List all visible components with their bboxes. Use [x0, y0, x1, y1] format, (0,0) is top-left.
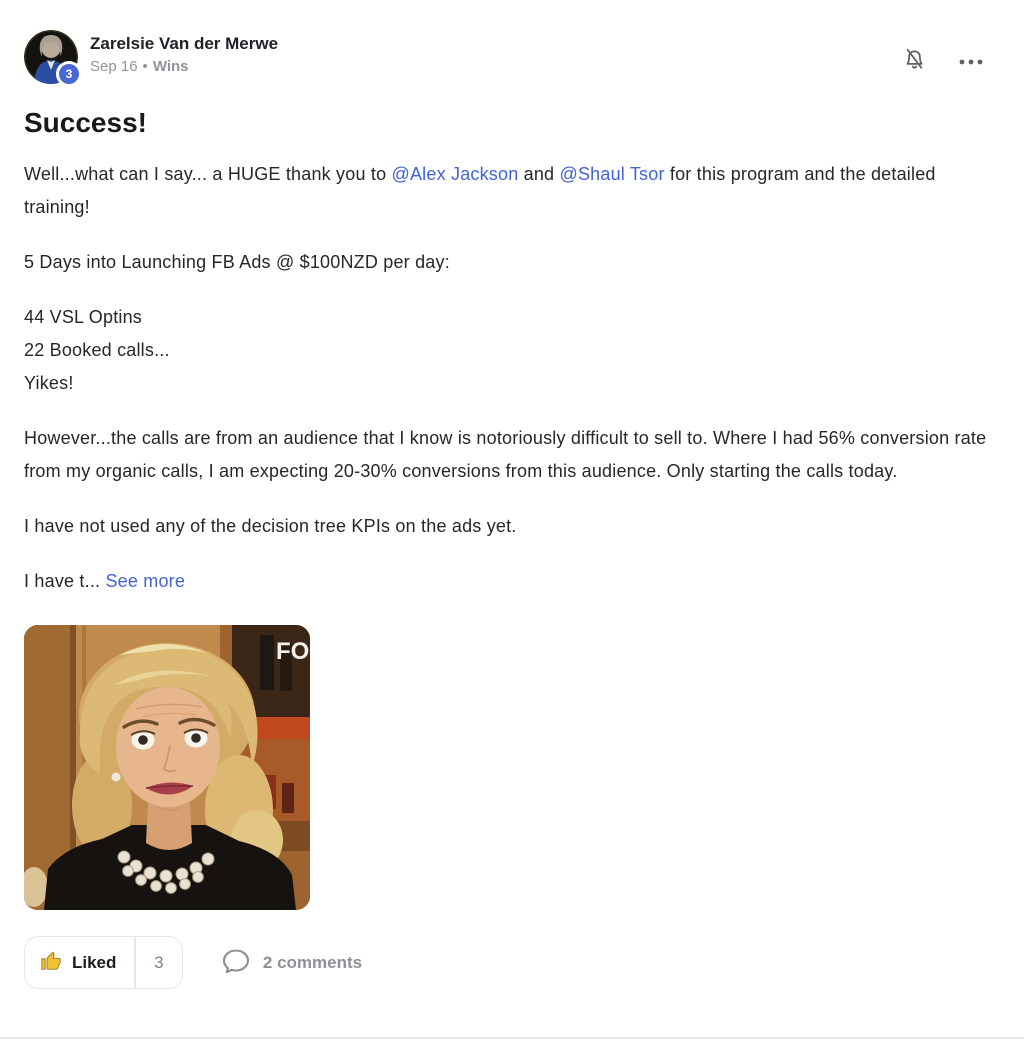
ellipsis-icon	[958, 54, 984, 69]
post-body	[24, 158, 1000, 598]
post-title: Success!	[24, 107, 147, 138]
level-badge: 3	[56, 61, 82, 87]
body-text-run: 22 Booked calls...	[24, 340, 170, 360]
body-text-run: 44 VSL Optins	[24, 307, 143, 327]
mention-link-alex-jackson[interactable]: @Alex Jackson	[391, 164, 519, 184]
bell-muted-icon	[901, 46, 928, 76]
post-header	[24, 30, 1000, 84]
post-category[interactable]: Wins	[152, 58, 189, 75]
body-text-run: and	[518, 164, 560, 184]
more-options-button[interactable]	[956, 52, 986, 71]
comment-icon	[221, 947, 251, 978]
body-text-run: I have t...	[24, 571, 106, 591]
like-label: Liked	[72, 952, 117, 972]
paragraph	[24, 158, 1000, 224]
notifications-muted-button[interactable]	[899, 44, 930, 78]
post-date: Sep 16	[90, 58, 138, 75]
comments-button[interactable]	[221, 947, 362, 978]
bottom-divider	[0, 1037, 1024, 1039]
mention-link-shaul-tsor[interactable]: @Shaul Tsor	[559, 164, 665, 184]
like-count[interactable]: 3	[154, 952, 164, 972]
body-text-run: Yikes!	[24, 373, 74, 393]
comments-label: 2 comments	[262, 952, 363, 972]
like-button[interactable]	[24, 936, 183, 989]
header-actions	[899, 30, 1000, 78]
like-main	[25, 937, 134, 988]
see-more-link[interactable]: See more	[105, 571, 186, 591]
body-text-run: for this program and the detailed training!	[24, 164, 936, 217]
post-meta	[90, 58, 278, 75]
author-block	[90, 30, 278, 75]
author-name[interactable]: Zarelsie Van der Merwe	[90, 34, 279, 53]
meta-separator: •	[142, 58, 148, 75]
paragraph: I have not used any of the decision tree KPIs on the ads yet.	[24, 516, 517, 536]
avatar[interactable]	[24, 30, 78, 84]
body-text-run: Well...what can I say... a HUGE thank you to	[24, 164, 392, 184]
gif-watermark: FO	[276, 638, 310, 665]
paragraph: However...the calls are from an audience that I know is notoriously difficult to sell to. Where I had 56% conversion rate from my organic calls, I am expecting 20-30% conversions from this audience. Only starting the calls today.	[24, 428, 987, 481]
action-bar	[24, 936, 1000, 989]
thumbs-up-icon	[40, 950, 62, 975]
paragraph	[24, 565, 1000, 598]
paragraph	[24, 301, 1000, 400]
post-gif-image[interactable]	[24, 625, 310, 910]
paragraph: 5 Days into Launching FB Ads @ $100NZD per day:	[24, 252, 450, 272]
